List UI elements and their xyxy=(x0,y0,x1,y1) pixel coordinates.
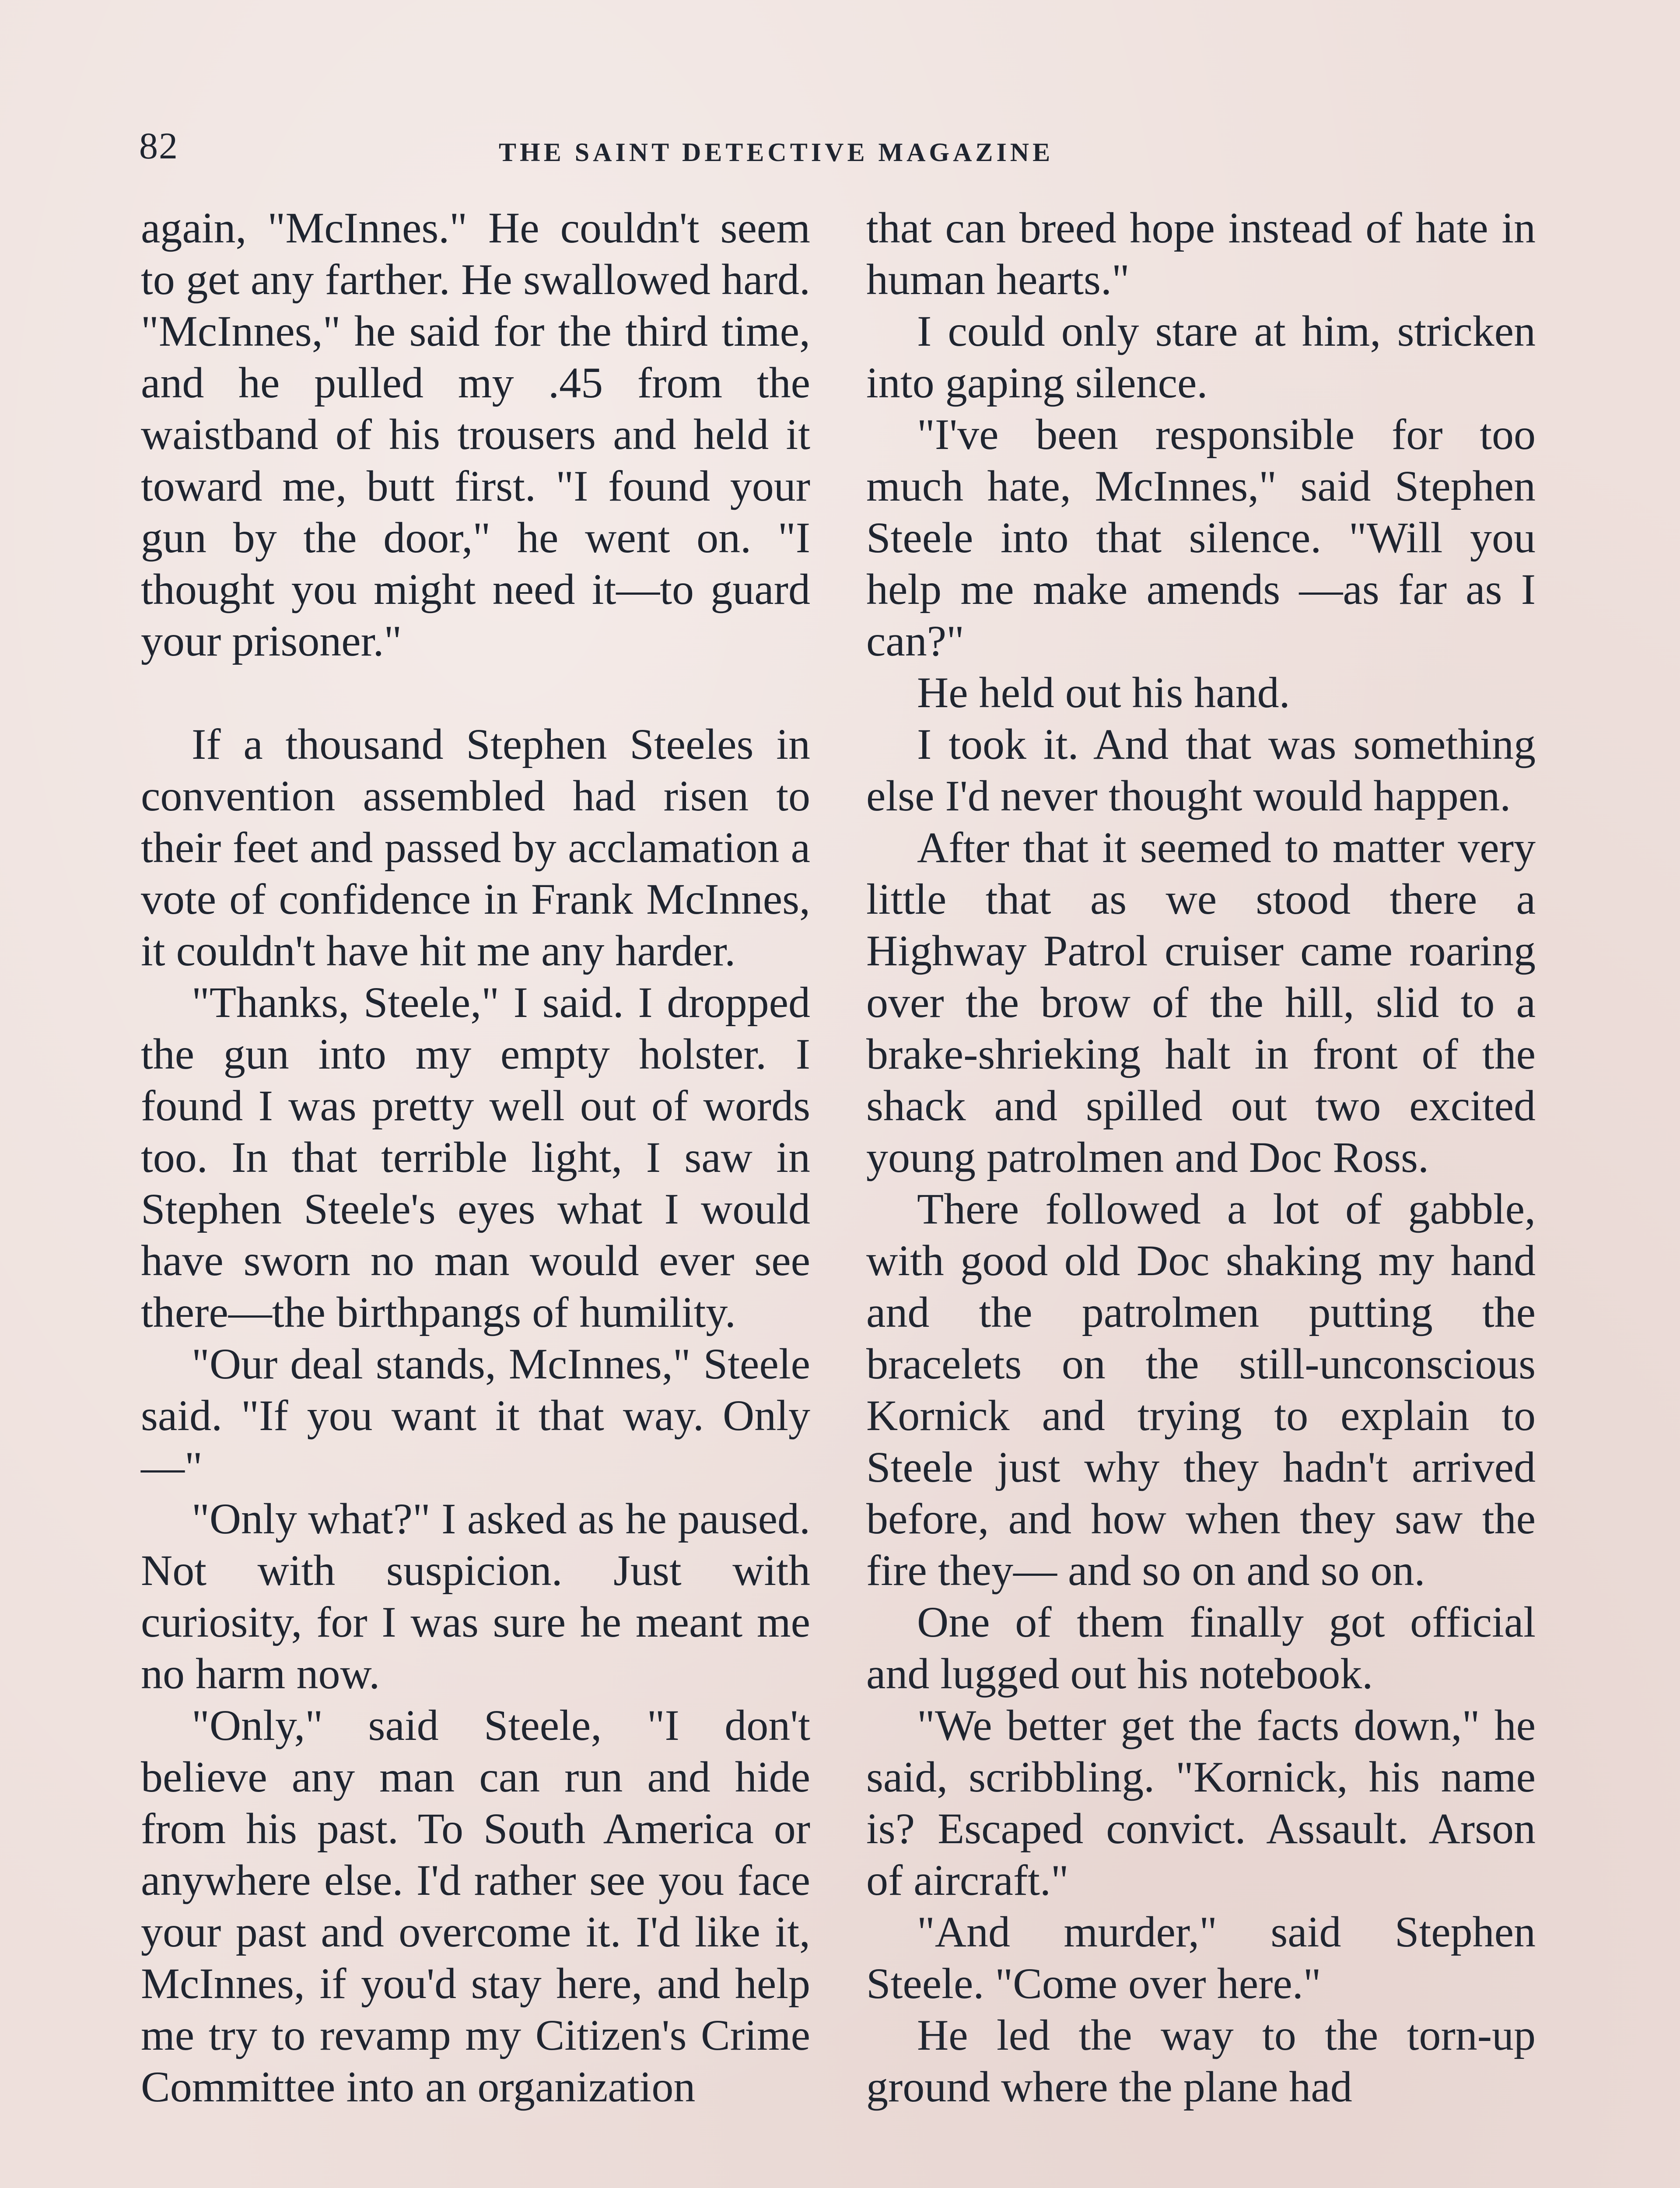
paragraph: I could only stare at him, stricken into gaping silence. xyxy=(866,307,1536,407)
paragraph: that can breed hope instead of hate in human hearts." xyxy=(866,203,1536,304)
page-number: 82 xyxy=(139,125,178,167)
paragraph: I took it. And that was something else I'd never thought would happen. xyxy=(866,720,1536,820)
paragraph: "Only," said Steele, "I don't believe any man can run and hide from his past. To South America or anywhere else. I'd rather see you face your past and overcome it. I'd like it, McInnes, if you'd stay here, and help me try to revamp my Citizen's Crime Committee into an organization xyxy=(141,1701,810,2111)
paragraph: "Thanks, Steele," I said. I dropped the gun into my empty holster. I found I was pretty well out of words too. In that terrible light, I saw in Stephen Steele's eyes what I would have sworn no man would ever see there—the birthpangs of humility. xyxy=(141,978,810,1336)
paragraph: One of them finally got official and lugged out his notebook. xyxy=(866,1598,1536,1698)
paragraph: "Our deal stands, McInnes," Steele said. "If you want it that way. Only—" xyxy=(141,1339,810,1491)
running-head: THE SAINT DETECTIVE MAGAZINE xyxy=(499,138,1054,167)
paragraph: again, "McInnes." He couldn't seem to get any farther. He swallowed hard. "McInnes," he said for the third time, and he pulled my .45 from the waistband of his trousers and held it toward me, butt first. "I found your gun by the door," he went on. "I thought you might need it—to guard your prisoner." xyxy=(141,203,810,665)
paragraph: He led the way to the torn-up ground where the plane had xyxy=(866,2011,1536,2111)
paragraph: There followed a lot of gabble, with good old Doc shaking my hand and the patrolmen putting the bracelets on the still-unconscious Kornick and trying to explain to Steele just why they hadn't arrived before, and how when they saw the fire they— and so on and so on. xyxy=(866,1185,1536,1595)
right-column xyxy=(866,202,1536,2113)
paragraph: If a thousand Stephen Steeles in convention assembled had risen to their feet and passed by acclamation a vote of confidence in Frank McInnes, it couldn't have hit me any harder. xyxy=(141,720,810,975)
paragraph: "I've been responsible for too much hate, McInnes," said Stephen Steele into that silence. "Will you help me make amends —as far as I can?" xyxy=(866,410,1536,665)
paragraph: He held out his hand. xyxy=(917,668,1290,717)
left-column xyxy=(141,202,810,2113)
paragraph: "And murder," said Stephen Steele. "Come over here." xyxy=(866,1907,1536,2008)
paragraph: After that it seemed to matter very little that as we stood there a Highway Patrol cruiser came roaring over the brow of the hill, slid to a brake-shrieking halt in front of the shack and spilled out two excited young patrolmen and Doc Ross. xyxy=(866,823,1536,1182)
paragraph: "We better get the facts down," he said, scribbling. "Kornick, his name is? Escaped convict. Assault. Arson of aircraft." xyxy=(866,1701,1536,1904)
paragraph: "Only what?" I asked as he paused. Not with suspicion. Just with curiosity, for I was sure he meant me no harm now. xyxy=(141,1494,810,1698)
